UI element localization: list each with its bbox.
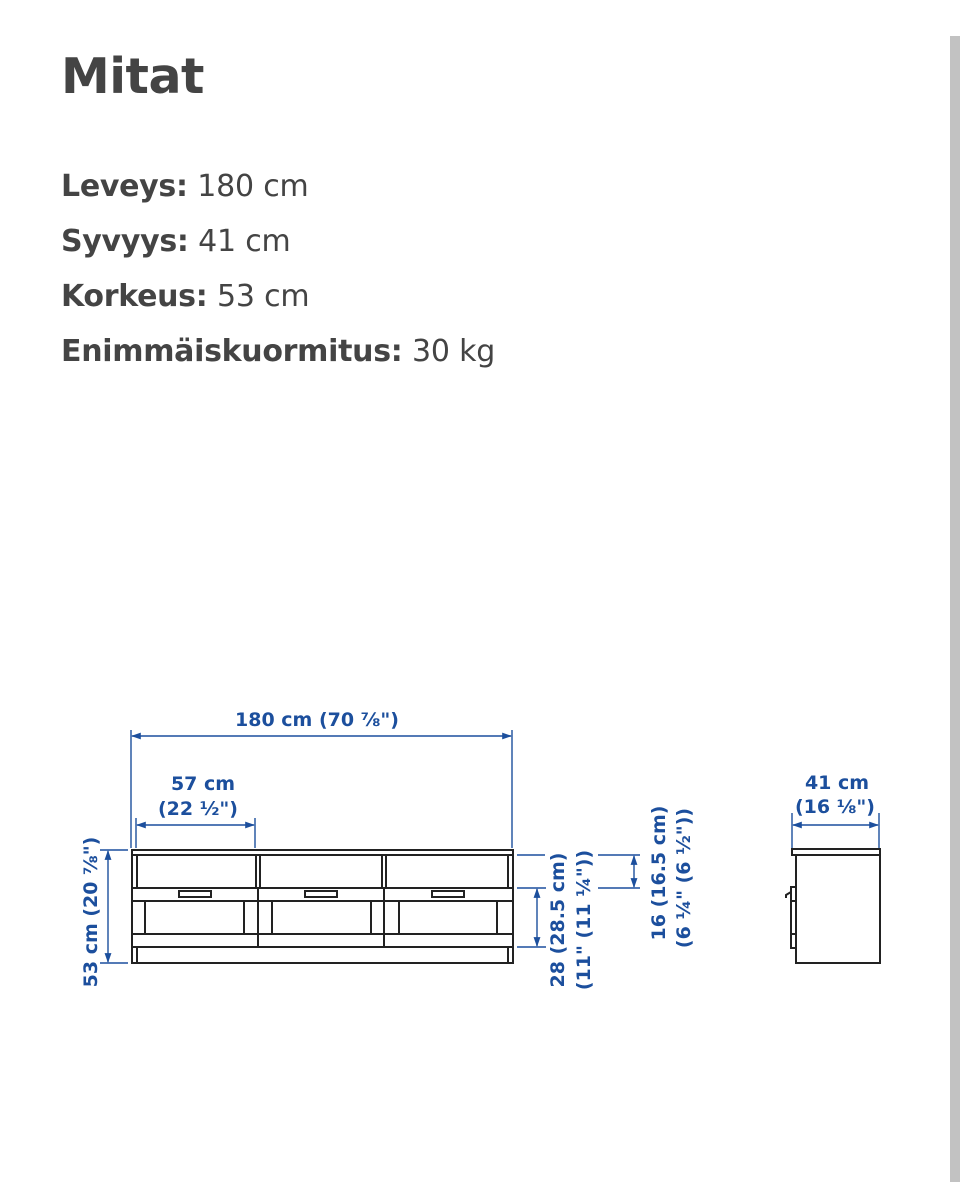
- total-height-label: 53 cm (20 ⅞"): [80, 836, 102, 988]
- spec-label: Syvyys:: [61, 224, 189, 259]
- depth-cm-label: 41 cm: [804, 772, 870, 794]
- drawer-width-cm-label: 57 cm: [170, 773, 236, 795]
- side-view-drawing: [786, 849, 880, 963]
- front-view-drawing: [132, 850, 513, 963]
- upper-opening-in-label: (6 ¼" (6 ½")): [673, 807, 695, 949]
- spec-value: 180 cm: [197, 169, 309, 204]
- spec-label: Leveys:: [61, 169, 188, 204]
- page-title: Mitat: [61, 48, 204, 105]
- lower-opening-cm-label: 28 (28.5 cm): [547, 852, 569, 988]
- drawer-handles: [179, 891, 464, 897]
- drawer-handle-icon: [432, 891, 464, 897]
- spec-label: Enimmäiskuormitus:: [61, 334, 403, 369]
- drawer-width-in-label: (22 ½"): [158, 798, 238, 820]
- scrollbar-thumb[interactable]: [950, 36, 960, 1182]
- dimension-lines: [100, 730, 879, 963]
- lower-opening-in-label: (11" (11 ¼")): [573, 849, 595, 991]
- spec-value: 53 cm: [216, 279, 310, 314]
- drawer-handle-icon: [305, 891, 337, 897]
- spec-label: Korkeus:: [61, 279, 208, 314]
- total-width-label: 180 cm (70 ⅞"): [235, 709, 399, 731]
- upper-opening-cm-label: 16 (16.5 cm): [648, 805, 670, 941]
- spec-value: 41 cm: [198, 224, 291, 259]
- drawer-handle-icon: [179, 891, 211, 897]
- spec-value: 30 kg: [412, 334, 496, 369]
- depth-in-label: (16 ⅛"): [795, 796, 875, 818]
